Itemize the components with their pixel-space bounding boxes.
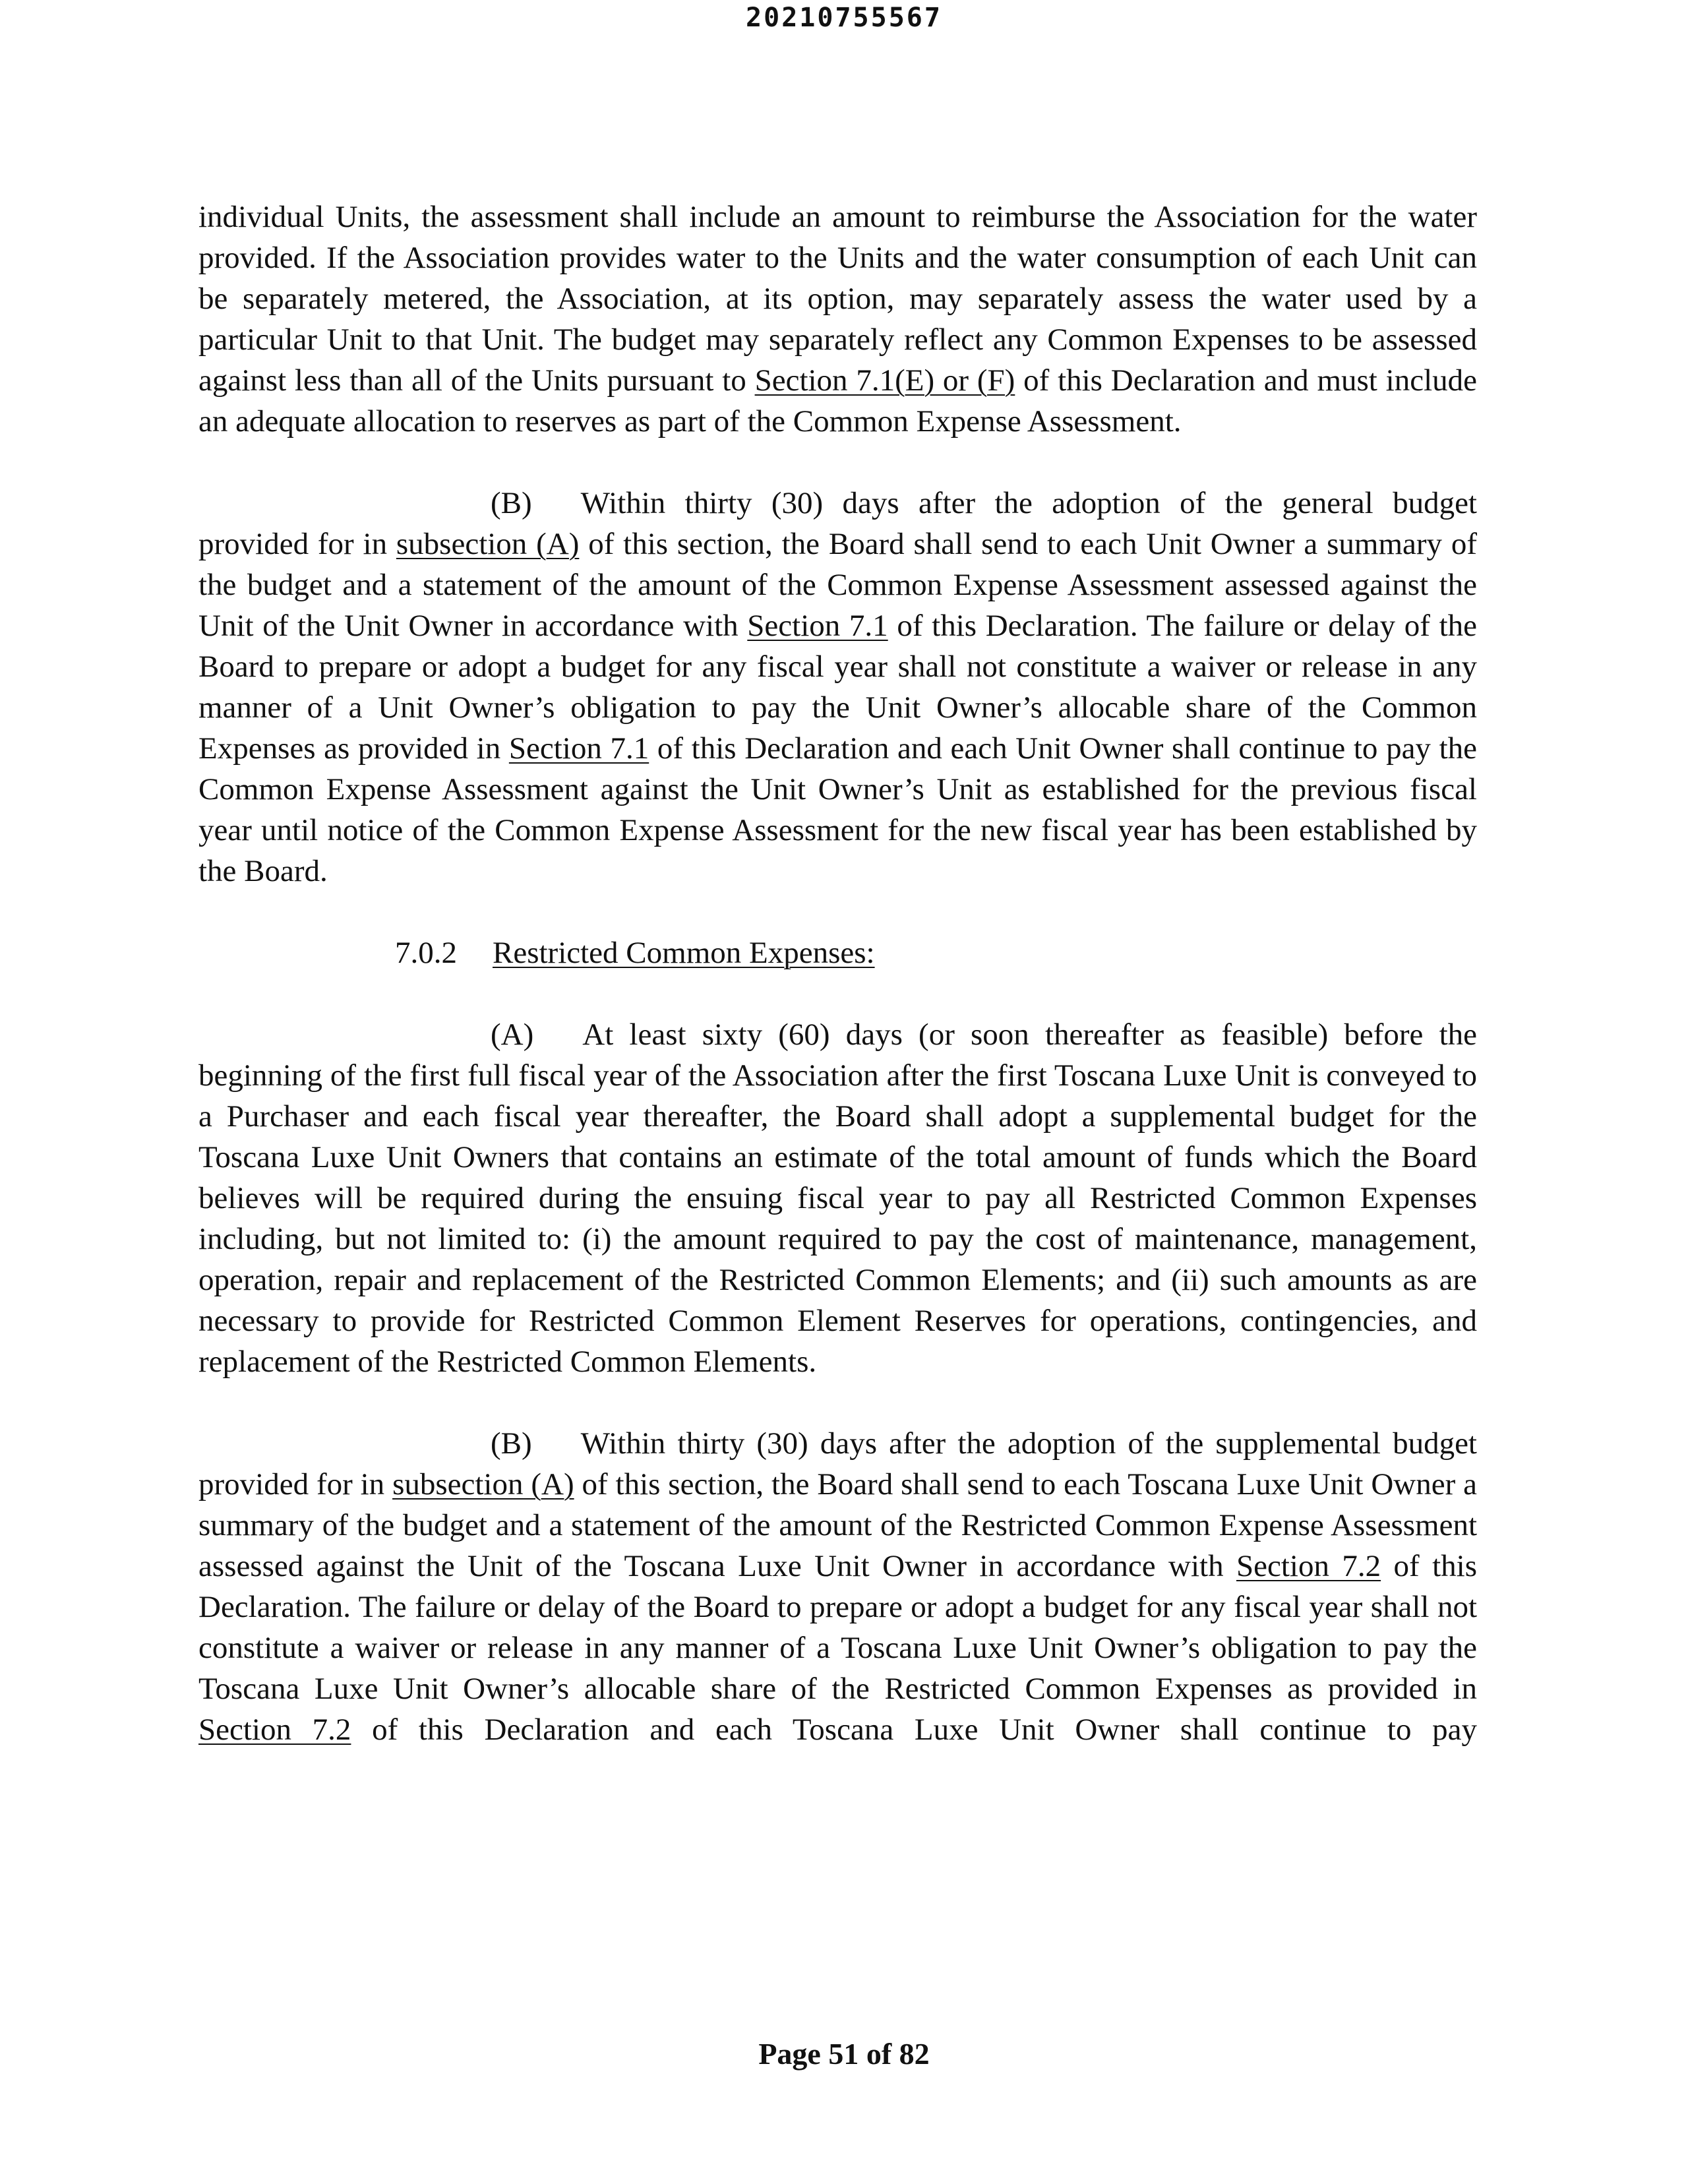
subsection-reference: subsection (A)	[396, 527, 580, 561]
text-segment: of this Declaration and must include an adequate allocation to reserves as part of the Common Expense Assessment.	[198, 363, 1477, 439]
section-reference: Section 7.1	[747, 609, 888, 643]
text-segment: At least sixty (60) days (or soon thereafter as feasible) before the beginning of the first full fiscal year of the Association after the first Toscana Luxe Unit is conveyed to a Purchaser and each fiscal year thereafter, the Board shall adopt a supplemental budget for the Toscana Luxe Unit Owners that contains an estimate of the total amount of funds which the Board believes will be required during the ensuing fiscal year to pay all Restricted Common Expenses including, but not limited to: (i) the amount required to pay the cost of maintenance, management, operation, repair and replacement of the Restricted Common Elements; and (ii) such amounts as are necessary to provide for Restricted Common Element Reserves for operations, contingencies, and replacement of the Restricted Common Elements.	[198, 1017, 1477, 1379]
page-number-footer: Page 51 of 82	[758, 2037, 930, 2071]
section-reference: Section 7.1(E) or (F)	[754, 363, 1015, 398]
text-segment: of this section, the Board shall send to each Toscana Luxe Unit Owner a summary of the budget and a statement of the amount of the Restricted Common Expense Assessment assessed against the Unit of the Toscana Luxe Unit Owner in accordance with	[198, 1467, 1477, 1583]
text-segment: Within thirty (30) days after the adoption of the supplemental budget provided for in	[198, 1426, 1477, 1502]
subsection-label: (B)	[491, 1426, 532, 1461]
section-reference: Section 7.1	[508, 731, 649, 766]
paragraph-general-budget-b	[198, 483, 1477, 892]
document-body	[198, 197, 1477, 1750]
text-segment: of this Declaration and each Unit Owner shall continue to pay the Common Expense Assessment against the Unit Owner’s Unit as established for the previous fiscal year until notice of the Common Expense Assessment for the new fiscal year has been established by the Board.	[198, 731, 1477, 888]
text-segment: individual Units, the assessment shall include an amount to reimburse the Association for the water provided. If the Association provides water to the Units and the water consumption of each Unit can be separately metered, the Association, at its option, may separately assess the water used by a particular Unit to that Unit. The budget may separately reflect any Common Expenses to be assessed against less than all of the Units pursuant to	[198, 200, 1477, 398]
paragraph-restricted-budget-a	[198, 1014, 1477, 1382]
text-segment: of this Declaration. The failure or delay of the Board to prepare or adopt a budget for any fiscal year shall not constitute a waiver or release in any manner of a Toscana Luxe Unit Owner’s obligation to pay the Toscana Luxe Unit Owner’s allocable share of the Restricted Common Expenses as provided in	[198, 1549, 1477, 1706]
section-reference: Section 7.2	[1236, 1549, 1381, 1583]
paragraph-restricted-budget-b	[198, 1423, 1477, 1750]
text-segment: of this section, the Board shall send to each Unit Owner a summary of the budget and a statement of the amount of the Common Expense Assessment assessed against the Unit of the Unit Owner in accordance with	[198, 527, 1477, 643]
section-title: Restricted Common Expenses:	[493, 936, 875, 970]
section-number: 7.0.2	[395, 936, 457, 970]
subsection-reference: subsection (A)	[392, 1467, 574, 1502]
section-heading	[198, 932, 1477, 973]
section-reference: Section 7.2	[198, 1713, 351, 1747]
text-segment: of this Declaration. The failure or delay of the Board to prepare or adopt a budget for any fiscal year shall not constitute a waiver or release in any manner of a Unit Owner’s obligation to pay the Unit Owner’s allocable share of the Common Expenses as provided in	[198, 609, 1477, 766]
text-segment: of this Declaration and each Toscana Luxe Unit Owner shall continue to pay	[351, 1713, 1477, 1747]
document-number: 20210755567	[746, 3, 942, 33]
paragraph-water-assessment	[198, 197, 1477, 442]
subsection-label: (A)	[491, 1017, 534, 1052]
subsection-label: (B)	[491, 486, 532, 520]
text-segment: Within thirty (30) days after the adoption of the general budget provided for in	[198, 486, 1477, 561]
